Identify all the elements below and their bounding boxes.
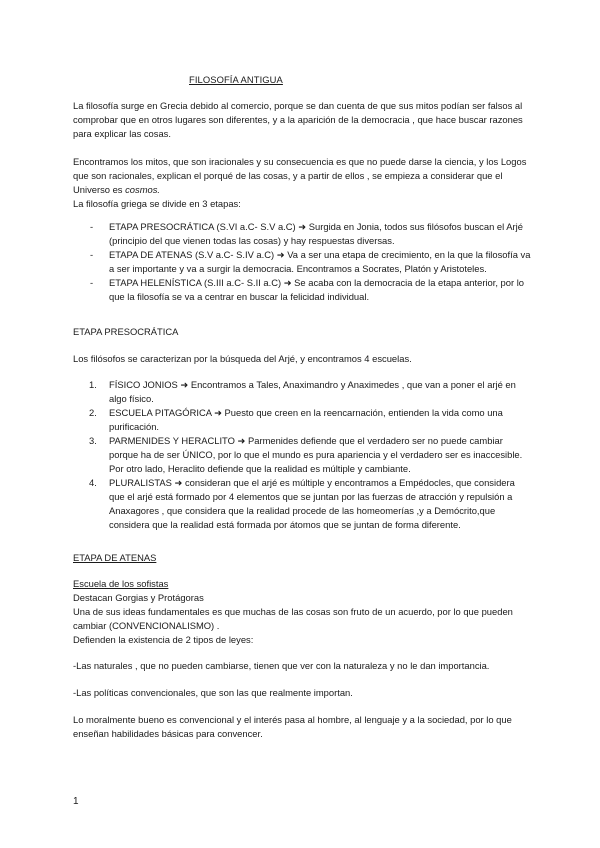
moral-paragraph: Lo moralmente bueno es convencional y el interés pasa al hombre, al lenguaje y a la sociedad, por lo que enseñan habilidades básicas para convencer. — [73, 714, 512, 739]
subheading-sofistas: Escuela de los sofistas — [73, 578, 169, 589]
cosmos-word: cosmos. — [125, 184, 161, 195]
list-item-label: ESCUELA PITAGÓRICA — [109, 407, 212, 418]
list-item — [73, 378, 533, 406]
leyes-naturales: -Las naturales , que no pueden cambiarse, tienen que ver con la naturaleza y no le dan importancia. — [73, 660, 490, 671]
escuelas-list — [73, 378, 533, 532]
list-item-text: Puesto que creen en la reencarnación, entienden la vida como una purificación. — [109, 407, 503, 432]
section-heading-presocratica: ETAPA PRESOCRÁTICA — [73, 326, 179, 337]
list-item — [73, 434, 533, 476]
intro-text-3: La filosofía griega se divide en 3 etapas: — [73, 198, 241, 209]
list-item — [73, 276, 533, 304]
section-heading-atenas: ETAPA DE ATENAS — [73, 552, 157, 563]
list-item-label: ETAPA DE ATENAS (S.V a.C- S.IV a.C) — [109, 249, 275, 260]
document-title: FILOSOFÍA ANTIGUA — [189, 74, 283, 85]
destacan-text: Destacan Gorgias y Protágoras — [73, 592, 204, 603]
arrow-icon: ➜ — [174, 477, 183, 488]
intro-text-2-main: Encontramos los mitos, que son iracionales y su consecuencia es que no puede darse la ciencia, y los Logos que son racionales, explican el porqué de las cosas, y a partir de ellos , se empieza a considerar que el Universo es — [73, 156, 527, 195]
presocratica-intro: Los filósofos se caracterizan por la búsqueda del Arjé, y encontramos 4 escuelas. — [73, 353, 412, 364]
list-marker: 4. — [89, 477, 97, 488]
arrow-icon: ➜ — [214, 407, 222, 418]
list-item — [73, 220, 533, 248]
etapas-list — [73, 220, 533, 304]
leyes-politicas: -Las políticas convencionales, que son las que realmente importan. — [73, 687, 353, 698]
intro-paragraph-1 — [73, 99, 533, 141]
intro-paragraph-2 — [73, 155, 533, 211]
list-item-text: consideran que el arjé es múltiple y encontramos a Empédocles, que considera que el arjé está formado por 4 elementos que se juntan por las fuerzas de atracción y repulsión a Anaxagores , que considera que la realidad procede de las homeomerías ,y a Demócrito,que considera que la realidad está formada por átomos que se juntan de forma diferente. — [109, 477, 515, 530]
arrow-icon: ➜ — [237, 435, 246, 446]
list-item — [73, 406, 533, 434]
arrow-icon: ➜ — [180, 379, 189, 390]
sofistas-text-1: Una de sus ideas fundamentales es que muchas de las cosas son fruto de un acuerdo, por lo que pueden cambiar (CONVENCIONALISMO) . — [73, 606, 513, 631]
intro-text-2 — [73, 155, 533, 197]
intro-text-1: La filosofía surge en Grecia debido al comercio, porque se dan cuenta de que sus mitos podían ser falsos al comprobar que en otros lugares son diferentes, y a la aparición de la democracia , que hace buscar razones para explicar las cosas. — [73, 100, 523, 139]
list-item-label: ETAPA HELENÍSTICA (S.III a.C- S.II a.C) — [109, 277, 282, 288]
list-item-text: Encontramos a Tales, Anaximandro y Anaximedes , que van a poner el arjé en algo físico. — [109, 379, 516, 404]
list-item-label: ETAPA PRESOCRÁTICA (S.VI a.C- S.V a.C) — [109, 221, 296, 232]
list-marker: - — [90, 221, 94, 232]
list-item-text: Parmenides defiende que el verdadero ser no puede cambiar porque ha de ser ÚNICO, por lo que el mundo es pura apariencia y el verdadero ser es inaccesible. Por otro lado, Heraclito defiende que la realidad es múltiple y cambiante. — [109, 435, 523, 474]
sofistas-block — [73, 577, 533, 647]
list-marker: 3. — [89, 435, 97, 446]
list-item-label: PLURALISTAS — [109, 477, 172, 488]
list-marker: 1. — [89, 379, 97, 390]
list-item-label: PARMENIDES Y HERACLITO — [109, 435, 235, 446]
list-marker: - — [90, 277, 94, 288]
list-item-label: FÍSICO JONIOS — [109, 379, 178, 390]
list-item — [73, 476, 533, 532]
list-item-text: Se acaba con la democracia de la etapa anterior, por lo que la filosofía se va a centrar en buscar la felicidad individual. — [109, 277, 525, 302]
arrow-icon: ➜ — [298, 221, 307, 232]
page-number: 1 — [73, 796, 79, 807]
list-item-text: Surgida en Jonia, todos sus filósofos buscan el Arjé (principio del que vienen todas las cosas) y hay respuestas diversas. — [109, 221, 523, 246]
list-item — [73, 248, 533, 276]
list-item-text: Va a ser una etapa de crecimiento, en la que la filosofía va a ser importante y va a surgir la democracia. Encontramos a Socrates, Platón y Aristoteles. — [109, 249, 531, 274]
arrow-icon: ➜ — [283, 277, 292, 288]
sofistas-text-2: Defienden la existencia de 2 tipos de leyes: — [73, 634, 254, 645]
list-marker: 2. — [89, 407, 97, 418]
list-marker: - — [90, 249, 94, 260]
arrow-icon: ➜ — [276, 249, 285, 260]
